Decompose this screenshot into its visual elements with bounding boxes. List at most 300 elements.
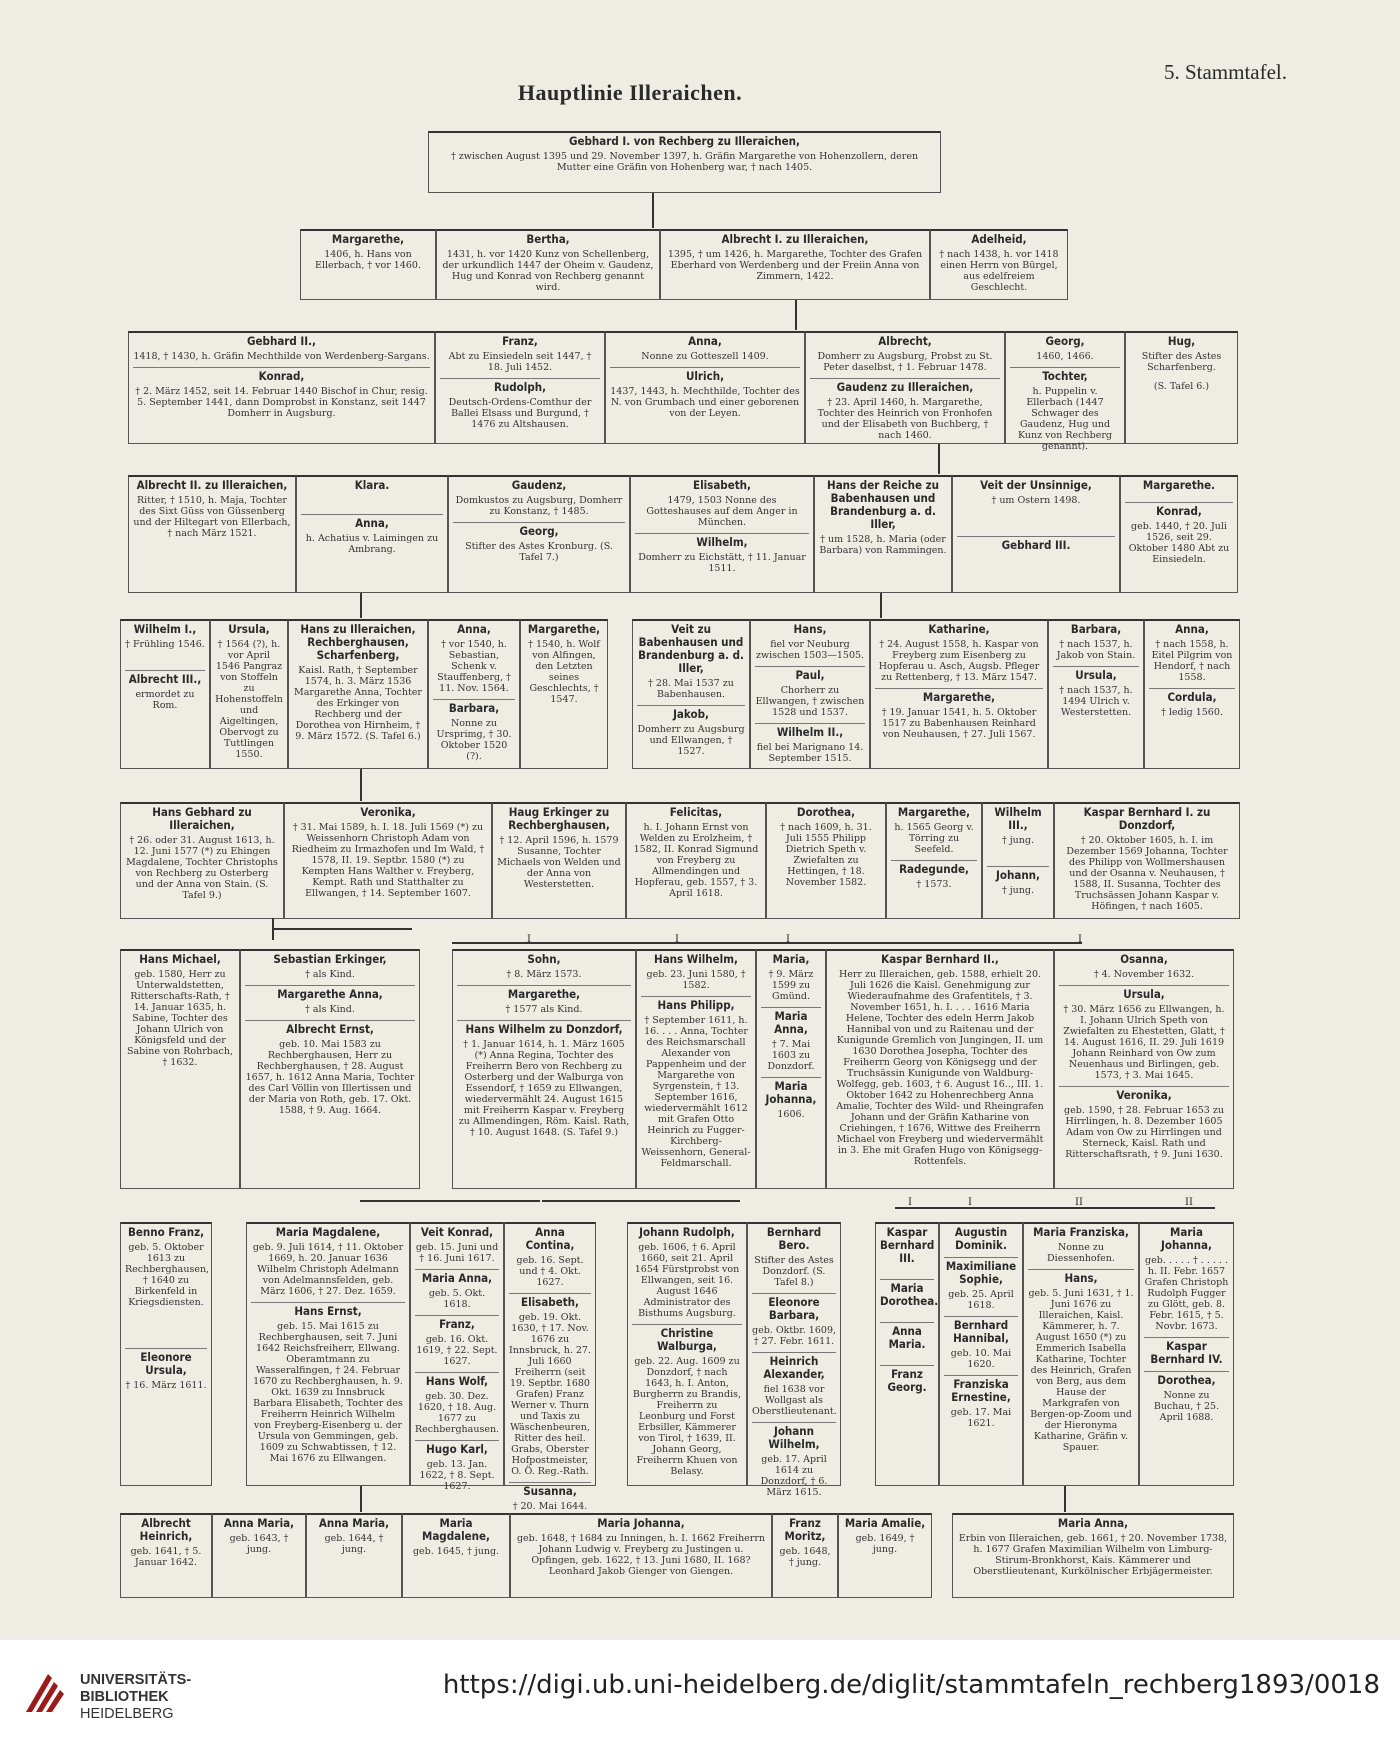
person-text: geb. 16. Sept. und † 4. Okt. 1627. xyxy=(516,1255,584,1288)
person-name: Anna, xyxy=(1175,622,1209,636)
library-name-line: HEIDELBERG xyxy=(80,1706,174,1722)
person-box xyxy=(120,802,284,919)
person-text: geb. 1580, Herr zu Unterwaldstetten, Ritterschafts-Rath, † 14. Januar 1635, h. Sabine, Tochter des Johann Ulrich von Königsfeld und der Sabine von Rohrbach, † 1632. xyxy=(126,969,233,1068)
person-text: † als Kind. xyxy=(305,969,355,980)
person-text: † 23. April 1460, h. Margarethe, Tochter des Heinrich von Fronhofen und der Elisabeth von Buchberg, † nach 1460. xyxy=(817,397,993,441)
person-box xyxy=(300,229,436,300)
sibling-divider xyxy=(509,1293,591,1477)
person-name: Adelheid, xyxy=(971,232,1027,246)
person-text: geb. 22. Aug. 1609 zu Donzdorf, † nach 1643, h. I. Anton, Burgherrn zu Brandis, Freiherrn zu Leonburg und Forst Erbsiller, Kämmerer von Tirol, † 1639, II. Johann Georg, Freiherrn Khuen von Belasy. xyxy=(632,1356,742,1477)
person-box xyxy=(435,331,605,444)
person-box xyxy=(288,619,428,769)
person-name: Wilhelm I., xyxy=(133,622,197,636)
person-text: † 12. April 1596, h. 1579 Susanne, Tochter Michaels von Welden und der Anna von Westerstetten. xyxy=(497,835,621,890)
person-box xyxy=(120,619,210,769)
person-name: Susanna, xyxy=(523,1484,577,1498)
person-name: Tochter, xyxy=(1042,369,1088,383)
person-text: † 2. März 1452, seit 14. Februar 1440 Bischof in Chur, resig. 5. September 1441, dann Domprobst in Konstanz, seit 1447 Domherr in Augsburg. xyxy=(135,386,428,419)
plate-number: 5. Stammtafel. xyxy=(1163,60,1287,84)
library-name xyxy=(80,1672,191,1723)
person-box xyxy=(605,331,805,444)
person-text: Kaisl. Rath, † September 1574, h. 3. März 1536 Margarethe Anna, Tochter des Erkinger von Rechberg und der Dorothea von Hirnheim, † 9. März 1572. (S. Tafel 6.) xyxy=(294,665,422,742)
person-name: Johann, xyxy=(996,868,1040,882)
person-box xyxy=(952,475,1120,593)
person-box xyxy=(747,1222,841,1498)
person-name: Kaspar Bernhard III. xyxy=(880,1225,935,1265)
person-box xyxy=(296,475,448,593)
footer-bar xyxy=(0,1640,1400,1740)
sibling-divider xyxy=(752,1422,836,1498)
person-name: Dorothea, xyxy=(1157,1373,1216,1387)
person-text: † 24. August 1558, h. Kaspar von Freyberg zum Eisenberg zu Hopferau u. Asch, Augsb. Pfleger zu Rettenberg, † 13. März 1547. xyxy=(878,639,1040,683)
person-text: geb. 17. April 1614 zu Donzdorf, † 6. März 1615. xyxy=(760,1454,828,1498)
person-name: Hugo Karl, xyxy=(426,1442,488,1456)
sibling-divider xyxy=(1125,502,1233,565)
sibling-divider xyxy=(944,1257,1018,1311)
person-box xyxy=(930,229,1068,300)
person-name: Anna, xyxy=(457,622,491,636)
person-name: Sebastian Erkinger, xyxy=(273,952,387,966)
person-name: Franz Georg. xyxy=(887,1367,927,1394)
person-name: Anna Contina, xyxy=(525,1225,575,1252)
sibling-divider xyxy=(1059,985,1229,1081)
sibling-divider xyxy=(125,670,205,711)
person-box xyxy=(428,619,520,769)
person-text: † 8. März 1573. xyxy=(506,969,582,980)
person-name: Albrecht II. zu Illeraichen, xyxy=(136,478,288,492)
person-name: Maria Johanna, xyxy=(597,1516,685,1530)
person-box xyxy=(210,619,288,769)
connector xyxy=(1064,1486,1066,1512)
person-name: Benno Franz, xyxy=(127,1225,205,1239)
person-name: Albrecht, xyxy=(878,334,932,348)
sibling-divider xyxy=(755,723,865,764)
person-text: † 7. Mai 1603 zu Donzdorf. xyxy=(767,1039,815,1072)
person-text: geb. 1641, † 5. Januar 1642. xyxy=(130,1546,202,1568)
person-box xyxy=(452,949,636,1189)
sibling-divider xyxy=(433,699,515,762)
person-text: h. 1565 Georg v. Törring zu Seefeld. xyxy=(894,822,974,855)
person-text: Nonne zu Buchau, † 25. April 1688. xyxy=(1153,1390,1220,1423)
marriage-mark: I xyxy=(786,934,790,945)
person-text: (S. Tafel 6.) xyxy=(1153,381,1210,392)
person-text: geb. 5. Oktober 1613 zu Rechberghausen, † 1640 zu Birkenfeld in Kriegsdiensten. xyxy=(125,1242,210,1308)
person-text: † 28. Mai 1537 zu Babenhausen. xyxy=(648,678,734,700)
person-box xyxy=(128,331,435,444)
person-text: geb. 13. Jan. 1622, † 8. Sept. 1627. xyxy=(419,1459,495,1492)
person-text: Nonne zu Gotteszell 1409. xyxy=(641,351,769,362)
person-name: Franz Moritz, xyxy=(784,1516,826,1543)
person-text: geb. 1644, † jung. xyxy=(324,1533,384,1555)
person-name: Radegunde, xyxy=(899,862,969,876)
marriage-mark: II xyxy=(1075,1197,1083,1208)
connector xyxy=(880,593,882,618)
person-text: geb. 15. Mai 1615 zu Rechberghausen, seit 7. Juni 1642 Reichsfreiherr, Ellwang. Oberamtmann zu Wasseralfingen, † 24. Februar 1670 zu Rechberghausen, h. 9. Okt. 1639 zu Innsbruck Barbara Elisabeth, Tochter des Freiherrn Heinrich Wilhelm von Freyberg-Eisenberg u. der Ursula von Gemmingen, geb. 1609 zu Schwabtissen, † 12. Mai 1676 zu Ellwangen. xyxy=(253,1321,403,1464)
person-text: Stifter des Astes Scharfenberg. xyxy=(1141,351,1222,373)
person-text: fiel 1638 vor Wollgast als Oberstlieutenant. xyxy=(752,1384,837,1417)
person-box xyxy=(826,949,1054,1189)
person-text: Nonne zu Ursprimg, † 30. Oktober 1520 (?). xyxy=(436,718,512,762)
connector xyxy=(542,1200,740,1202)
person-name: Kaspar Bernhard I. zu Donzdorf, xyxy=(1083,805,1211,832)
person-name: Maria Magdalene, xyxy=(275,1225,381,1239)
sibling-divider xyxy=(637,705,745,757)
person-text: † jung. xyxy=(1001,885,1035,896)
connector xyxy=(895,1207,1215,1209)
person-name: Maria Anna, xyxy=(421,1271,493,1285)
person-box xyxy=(246,1222,410,1486)
person-text: geb. 16. Okt. 1619, † 22. Sept. 1627. xyxy=(416,1334,498,1367)
person-box xyxy=(240,949,420,1189)
connector xyxy=(452,942,1082,944)
person-name: Wilhelm III., xyxy=(994,805,1042,832)
person-text: geb. 5. Juni 1631, † 1. Juni 1676 zu Illeraichen, Kaisl. Kämmerer, h. 7. August 1650 (*) zu Emmerich Isabella Katharine, Tochter des Heinrich, Grafen von Berg, aus dem Hause der Markgrafen von Bergen-op-Zoom und der Hieronyma Katharine, Gräfin v. Spauer. xyxy=(1028,1288,1134,1453)
sibling-divider xyxy=(632,1324,742,1477)
person-text: † 31. Mai 1589, h. I. 18. Juli 1569 (*) zu Weissenhorn Christoph Adam von Riedheim zu Irmazhofen und Im Wald, † 1578, II. 19. Septbr. 1580 (*) zu Kempten Hans Walther v. Freyberg, Kempt. Rath und Statthalter zu Ellwangen, † 14. September 1607. xyxy=(291,822,485,899)
sibling-divider xyxy=(752,1352,836,1417)
person-name: Ursula, xyxy=(228,622,270,636)
person-name: Cordula, xyxy=(1167,690,1217,704)
sibling-divider xyxy=(457,1020,631,1138)
sibling-divider xyxy=(761,1007,821,1072)
marriage-mark: I xyxy=(908,1197,912,1208)
person-text: † Frühling 1546. xyxy=(125,639,205,650)
person-name: Margarethe Anna, xyxy=(277,987,383,1001)
person-text: Stifter des Astes Kronburg. (S. Tafel 7.) xyxy=(465,541,613,563)
person-name: Anna Maria. xyxy=(888,1324,926,1351)
sibling-divider xyxy=(944,1316,1018,1370)
person-text: geb. 1643, † jung. xyxy=(229,1533,289,1555)
sibling-divider xyxy=(1010,367,1120,452)
person-text: Stifter des Astes Donzdorf. (S. Tafel 8.) xyxy=(754,1255,834,1288)
connector xyxy=(938,444,940,474)
person-name: Kaspar Bernhard IV. xyxy=(1150,1339,1223,1366)
person-name: Elisabeth, xyxy=(521,1295,579,1309)
person-text: geb. 1645, † jung. xyxy=(412,1546,500,1557)
person-name: Margarethe, xyxy=(897,805,971,819)
person-name: Gebhard III. xyxy=(1001,538,1071,552)
person-name: Veronika, xyxy=(360,805,416,819)
person-box xyxy=(1054,949,1234,1189)
person-name: Ulrich, xyxy=(685,369,725,383)
person-text: geb. . . . . † . . . . . h. II. Febr. 1657 Grafen Christoph Rudolph Fugger zu Glött, geb. 8. Febr. 1615, † 5. Novbr. 1673. xyxy=(1144,1255,1229,1332)
root-entry xyxy=(428,131,941,193)
sibling-divider xyxy=(875,688,1043,740)
person-text: † 1577 als Kind. xyxy=(505,1004,583,1015)
sibling-divider xyxy=(944,1375,1018,1429)
person-text: geb. 30. Dez. 1620, † 18. Aug. 1677 zu Rechberghausen. xyxy=(415,1391,500,1435)
person-text: ermordet zu Rom. xyxy=(135,689,195,711)
person-name: Maria Anna, xyxy=(1057,1516,1129,1530)
person-name: Wilhelm, xyxy=(696,535,748,549)
person-name: Georg, xyxy=(1045,334,1085,348)
person-box xyxy=(1023,1222,1139,1486)
person-box xyxy=(120,1513,212,1598)
person-text: fiel bei Marignano 14. September 1515. xyxy=(756,742,864,764)
person-name: Veit Konrad, xyxy=(420,1225,494,1239)
person-name: Bernhard Hannibal, xyxy=(953,1318,1009,1345)
person-name: Maria Dorothea. xyxy=(880,1281,939,1308)
person-box xyxy=(1139,1222,1234,1486)
person-text: † 30. März 1656 zu Ellwangen, h. I. Johann Ulrich Speth von Zwiefalten zu Ehestetten, Glatt, † 14. August 1616, II. 29. Juli 1619 Johann Reinhard von Ow zum Neuenhaus und Birlingen, geb. 1573, † 3. Mai 1645. xyxy=(1063,1004,1225,1081)
person-name: Anna, xyxy=(688,334,722,348)
page-title: Hauptlinie Illeraichen. xyxy=(517,80,743,105)
person-box xyxy=(660,229,930,300)
sibling-divider xyxy=(415,1372,499,1435)
person-text: geb. 1440, † 20. Juli 1526, seit 29. Oktober 1480 Abt zu Einsiedeln. xyxy=(1128,521,1230,565)
person-text: Erbin von Illeraichen, geb. 1661, † 20. November 1738, h. 1677 Grafen Maximilian Wilhelm von Limburg-Stirum-Bronkhorst, Kais. Kämmerer und Oberstlieutenant, Kurkölnischer Erbjägermeister. xyxy=(958,1533,1228,1577)
person-name: Hans zu Illeraichen, Rechberghausen, Scharfenberg, xyxy=(300,622,416,662)
library-name-line: UNIVERSITÄTS- xyxy=(80,1672,192,1688)
person-name: Maria, xyxy=(772,952,810,966)
sibling-divider xyxy=(1053,666,1139,718)
person-text: Domherr zu Eichstätt, † 11. Januar 1511. xyxy=(638,552,806,574)
sibling-divider xyxy=(957,536,1115,552)
sibling-divider xyxy=(453,522,625,563)
person-name: Maria Johanna, xyxy=(765,1079,817,1106)
person-box xyxy=(886,802,982,919)
person-name: Eleonore Ursula, xyxy=(140,1350,192,1377)
person-name: Albrecht III., xyxy=(128,672,202,686)
person-name: Hans, xyxy=(793,622,827,636)
person-text: Nonne zu Diessenhofen. xyxy=(1047,1242,1115,1264)
person-text: geb. 25. April 1618. xyxy=(948,1289,1014,1311)
person-name: Franz, xyxy=(502,334,538,348)
person-box xyxy=(1120,475,1238,593)
connector xyxy=(360,1200,540,1202)
sibling-divider xyxy=(880,1365,934,1394)
person-name: Albrecht Ernst, xyxy=(286,1022,374,1036)
person-box xyxy=(756,949,826,1189)
sibling-divider xyxy=(880,1322,934,1351)
person-text: geb. 17. Mai 1621. xyxy=(950,1407,1012,1429)
connector xyxy=(360,1486,362,1512)
person-name: Franz, xyxy=(439,1317,475,1331)
person-text: 1479, 1503 Nonne des Gotteshauses auf dem Anger in München. xyxy=(646,495,798,528)
person-text: 1437, 1443, h. Mechthilde, Tochter des N. von Grumbach und einer geborenen von der Leyen. xyxy=(610,386,800,419)
person-name: Margarethe, xyxy=(331,232,405,246)
person-box xyxy=(128,475,296,593)
person-text: † 16. März 1611. xyxy=(125,1380,207,1391)
person-text: † 20. Oktober 1605, h. I. im Dezember 1569 Johanna, Tochter des Philipp von Wollmershausen und der Osanna v. Neuhausen, † 1588, II. Susanna, Tochter des Truchsässen Johann Kaspar v. Höfingen, † nach 1605. xyxy=(1066,835,1228,912)
person-text: † 20. Mai 1644. xyxy=(512,1501,588,1512)
connector xyxy=(272,918,274,940)
person-text: † nach 1537, h. 1494 Ulrich v. Westerstetten. xyxy=(1059,685,1133,718)
person-name: Hans der Reiche zu Babenhausen und Brandenburg a. d. Iller, xyxy=(827,478,939,531)
marriage-mark: I xyxy=(675,934,679,945)
person-name: Anna, xyxy=(355,516,389,530)
person-box xyxy=(306,1513,402,1598)
sibling-divider xyxy=(440,378,600,430)
sibling-divider xyxy=(1149,688,1235,718)
person-text: † 26. oder 31. August 1613, h. 12. Juni 1577 (*) zu Ehingen Magdalene, Tochter Christophs von Rechberg zu Osterberg und der Anna von Stain. (S. Tafel 9.) xyxy=(126,835,278,901)
person-box xyxy=(952,1513,1234,1598)
person-name: Konrad, xyxy=(1156,504,1202,518)
person-name: Maria Franziska, xyxy=(1033,1225,1129,1239)
person-box xyxy=(410,1222,504,1492)
person-name: Albrecht Heinrich, xyxy=(139,1516,193,1543)
sibling-divider xyxy=(251,1302,405,1464)
person-name: Ursula, xyxy=(1075,668,1117,682)
person-text: 1406, h. Hans von Ellerbach, † vor 1460. xyxy=(314,249,421,271)
person-text: geb. 10. Mai 1583 zu Rechberghausen, Herr zu Rechberghausen, † 28. August 1657, h. 1612 Anna Maria, Tochter des Carl Völlin von Illertissen und der Maria von Roth, geb. 17. Okt. 1588, † 9. Aug. 1664. xyxy=(245,1039,415,1116)
sibling-divider xyxy=(457,985,631,1015)
marriage-mark: I xyxy=(968,1197,972,1208)
person-text: † vor 1540, h. Sebastian, Schenk v. Stauffenberg, † 11. Nov. 1564. xyxy=(437,639,511,694)
person-box xyxy=(870,619,1048,769)
person-text: 1395, † um 1426, h. Margarethe, Tochter des Grafen Eberhard von Werdenberg und der Freiin Anna von Zimmern, 1422. xyxy=(667,249,923,282)
person-name: Barbara, xyxy=(1070,622,1122,636)
person-text: geb. 15. Juni und † 16. Juni 1617. xyxy=(415,1242,499,1264)
person-box xyxy=(504,1222,596,1512)
person-box xyxy=(1125,331,1238,444)
person-name: Christine Walburga, xyxy=(657,1326,717,1353)
connector xyxy=(652,193,654,228)
person-name: Klara. xyxy=(354,478,390,492)
person-name: Barbara, xyxy=(448,701,500,715)
person-box xyxy=(436,229,660,300)
person-name: Hans Wilhelm, xyxy=(654,952,738,966)
person-name: Eleonore Barbara, xyxy=(768,1295,820,1322)
sibling-divider xyxy=(1144,1337,1229,1366)
person-text: Domkustos zu Augsburg, Domherr zu Konstanz, † 1485. xyxy=(455,495,623,517)
person-text: † ledig 1560. xyxy=(1161,707,1223,718)
person-box xyxy=(982,802,1054,919)
sibling-divider xyxy=(752,1293,836,1347)
person-name: Maximiliane Sophie, xyxy=(945,1259,1017,1286)
person-name: Elisabeth, xyxy=(693,478,751,492)
person-name: Veit zu Babenhausen und Brandenburg a. d. Iller, xyxy=(638,622,744,675)
person-box xyxy=(448,475,630,593)
person-text: h. Achatius v. Laimingen zu Ambrang. xyxy=(305,533,439,555)
person-box xyxy=(626,802,766,919)
sibling-divider xyxy=(891,860,977,890)
person-name: Haug Erkinger zu Rechberghausen, xyxy=(508,805,610,832)
person-text: † als Kind. xyxy=(305,1004,355,1015)
person-name: Hans Michael, xyxy=(139,952,221,966)
person-text: † 1540, h. Wolf von Alfingen, den Letzten seines Geschlechts, † 1547. xyxy=(528,639,600,705)
person-name: Hug, xyxy=(1167,334,1196,348)
person-name: Maria Anna, xyxy=(774,1009,808,1036)
person-text: 1418, † 1430, h. Gräfin Mechthilde von Werdenberg-Sargans. xyxy=(133,351,430,362)
sibling-divider xyxy=(755,666,865,718)
person-box xyxy=(284,802,492,919)
university-library-logo-icon[interactable] xyxy=(20,1668,68,1716)
person-text: † um Ostern 1498. xyxy=(991,495,1081,506)
person-box xyxy=(766,802,886,919)
person-text: geb. 1648, † 1684 zu Inningen, h. I. 1662 Freiherrn Johann Ludwig v. Freyberg zu Justingen u. Opfingen, geb. 1622, † 13. Juni 1680, II. 168? Leonhard Jakob Gienger von Giengen. xyxy=(516,1533,766,1577)
person-name: Ursula, xyxy=(1123,987,1165,1001)
person-box xyxy=(814,475,952,593)
person-box xyxy=(838,1513,932,1598)
person-text: † nach 1609, h. 31. Juli 1555 Philipp Dietrich Speth v. Zwiefalten zu Hettingen, † 18. November 1582. xyxy=(780,822,872,888)
person-text: Deutsch-Ordens-Comthur der Ballei Elsass und Burgund, † 1476 zu Altshausen. xyxy=(448,397,592,430)
person-name: Johann Wilhelm, xyxy=(768,1424,820,1451)
person-name: Gebhard I. von Rechberg zu Illeraichen, xyxy=(569,134,800,148)
sibling-divider xyxy=(610,367,800,419)
person-name: Margarethe, xyxy=(507,987,581,1001)
connector xyxy=(272,928,412,930)
sibling-divider xyxy=(1144,1371,1229,1423)
person-text: Ritter, † 1510, h. Maja, Tochter des Sixt Güss von Güssenberg und der Hiltegart von Ellerbach, † nach März 1521. xyxy=(133,495,291,539)
connector xyxy=(360,593,362,618)
person-name: Hans, xyxy=(1064,1271,1098,1285)
person-text: † September 1611, h. 16. . . . Anna, Tochter des Reichsmarschall Alexander von Pappenheim und der Margarethe von Syrgenstein, † 13. September 1616, wiedervermählt 1612 mit Grafen Otto Heinrich zu Fugger-Kirchberg-Weissenhorn, General-Feldmarschall. xyxy=(641,1015,751,1169)
connector xyxy=(795,300,797,330)
person-text: Domherr zu Augsburg, Probst zu St. Peter daselbst, † 1. Februar 1478. xyxy=(817,351,993,373)
person-box xyxy=(939,1222,1023,1486)
person-box xyxy=(772,1513,838,1598)
person-name: Augustin Dominik. xyxy=(954,1225,1008,1252)
person-text: 1460, 1466. xyxy=(1036,351,1094,362)
sibling-divider xyxy=(415,1269,499,1310)
person-box xyxy=(120,949,240,1189)
person-name: Albrecht I. zu Illeraichen, xyxy=(721,232,869,246)
person-box xyxy=(875,1222,939,1486)
person-text: h. I. Johann Ernst von Welden zu Erolzheim, † 1582, II. Konrad Sigmund von Freyberg zu Allmendingen und Hopferau, geb. 1557, † 3. April 1618. xyxy=(633,822,759,899)
person-name: Hans Wilhelm zu Donzdorf, xyxy=(465,1022,623,1036)
person-box xyxy=(636,949,756,1189)
person-name: Margarethe, xyxy=(922,690,996,704)
sibling-divider xyxy=(415,1440,499,1492)
person-box xyxy=(1048,619,1144,769)
person-text: geb. 10. Mai 1620. xyxy=(950,1348,1012,1370)
person-text: geb. 1648, † jung. xyxy=(779,1546,831,1568)
sibling-divider xyxy=(301,514,443,555)
person-name: Georg, xyxy=(519,524,559,538)
person-name: Hans Philipp, xyxy=(657,998,735,1012)
person-name: Osanna, xyxy=(1120,952,1168,966)
person-text: † 19. Januar 1541, h. 5. Oktober 1517 zu Babenhausen Reinhard von Neuhausen, † 27. Juli 1567. xyxy=(881,707,1037,740)
person-box xyxy=(492,802,626,919)
person-box xyxy=(212,1513,306,1598)
person-box xyxy=(1005,331,1125,452)
person-name: Veit der Unsinnige, xyxy=(980,478,1092,492)
person-box xyxy=(632,619,750,769)
person-text: † 1. Januar 1614, h. 1. März 1605 (*) Anna Regina, Tochter des Freiherrn Bero von Rechberg zu Osterberg und der Walburga von Essendorf, † 1659 zu Ellwangen, wiedervermählt 24. August 1615 mit Freiherrn Kaspar v. Freyberg zu Allmendingen, Röm. Kaisl. Rath, † 10. August 1648. (S. Tafel 9.) xyxy=(458,1039,630,1138)
person-name: Wilhelm II., xyxy=(776,725,844,739)
person-text: Chorherr zu Ellwangen, † zwischen 1528 und 1537. xyxy=(755,685,865,718)
person-text: geb. 23. Juni 1580, † 1582. xyxy=(646,969,746,991)
person-text: geb. 1590, † 28. Februar 1653 zu Hirrlingen, h. 8. Dezember 1605 Adam von Ow zu Hirrlingen und Sterneck, Kaisl. Rath und Ritterschaftsrath, † 9. Juni 1630. xyxy=(1064,1105,1224,1160)
source-url-link[interactable]: https://digi.ub.uni-heidelberg.de/diglit/stammtafeln_rechberg1893/0018 xyxy=(442,1670,1380,1700)
person-name: Hans Ernst, xyxy=(294,1304,362,1318)
marriage-mark: I xyxy=(527,934,531,945)
sibling-divider xyxy=(987,866,1049,896)
person-text: geb. 9. Juli 1614, † 11. Oktober 1669, h. 20. Januar 1636 Wilhelm Christoph Adelmann von Adelmannsfelden, geb. März 1606, † 27. Dez. 1659. xyxy=(252,1242,404,1297)
person-text: † zwischen August 1395 und 29. November 1397, h. Gräfin Margarethe von Hohenzollern, deren Mutter eine Gräfin von Hohenberg war, † nach 1405. xyxy=(450,151,919,173)
person-name: Margarethe. xyxy=(1142,478,1216,492)
person-name: Franziska Ernestine, xyxy=(951,1377,1011,1404)
person-name: Katharine, xyxy=(928,622,990,636)
person-name: Jakob, xyxy=(673,707,709,721)
person-name: Maria Amalie, xyxy=(844,1516,926,1530)
sibling-divider xyxy=(509,1482,591,1512)
person-text: Abt zu Einsiedeln seit 1447, † 18. Juli 1452. xyxy=(448,351,592,373)
person-text: geb. 5. Okt. 1618. xyxy=(428,1288,486,1310)
person-text: h. Puppelin v. Ellerbach (1447 Schwager des Gaudenz, Hug und Kunz von Rechberg genannt). xyxy=(1018,386,1112,452)
person-text: † 1564 (?), h. vor April 1546 Pangraz von Stoffeln zu Hohenstoffeln und Aigeltingen, Obervogt zu Tuttlingen 1550. xyxy=(215,639,283,760)
library-name-line: BIBLIOTHEK xyxy=(80,1689,169,1705)
sibling-divider xyxy=(245,985,415,1015)
sibling-divider xyxy=(1028,1269,1134,1453)
person-name: Hans Gebhard zu Illeraichen, xyxy=(152,805,252,832)
person-box xyxy=(120,1222,212,1486)
person-box xyxy=(520,619,608,769)
person-name: Dorothea, xyxy=(796,805,856,819)
person-text: † 1573. xyxy=(916,879,952,890)
person-name: Gebhard II., xyxy=(247,334,316,348)
